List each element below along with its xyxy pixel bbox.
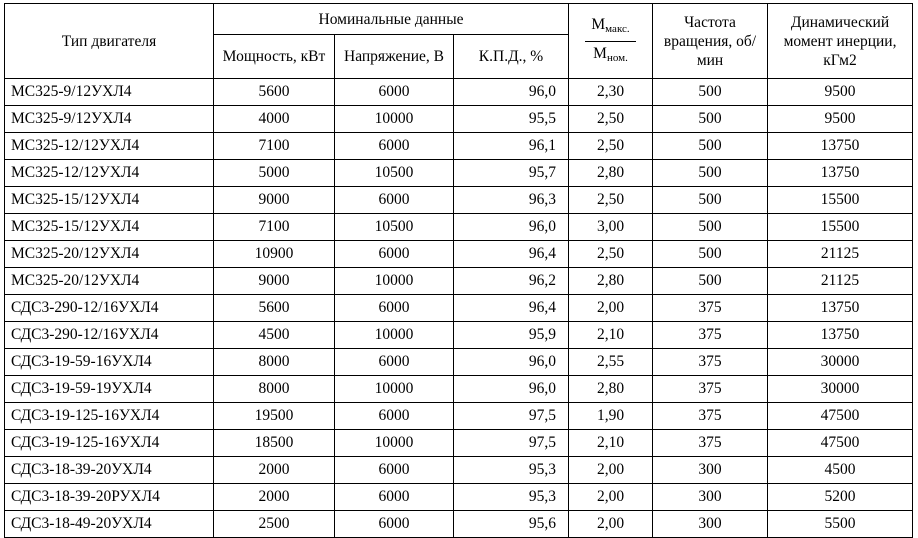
efficiency-cell: 95,5 xyxy=(454,106,569,133)
efficiency-cell: 97,5 xyxy=(454,403,569,430)
table-row xyxy=(5,376,913,403)
ratio-cell: 2,00 xyxy=(569,511,653,538)
speed-cell: 500 xyxy=(653,160,768,187)
speed-cell: 500 xyxy=(653,268,768,295)
voltage-cell: 6000 xyxy=(335,457,454,484)
speed-cell: 375 xyxy=(653,295,768,322)
efficiency-cell: 95,3 xyxy=(454,484,569,511)
header-speed: Частота вращения, об/мин xyxy=(653,4,768,79)
voltage-cell: 10000 xyxy=(335,268,454,295)
efficiency-cell: 96,2 xyxy=(454,268,569,295)
inertia-cell: 5500 xyxy=(768,511,913,538)
table-row xyxy=(5,268,913,295)
inertia-cell: 4500 xyxy=(768,457,913,484)
ratio-cell: 2,50 xyxy=(569,187,653,214)
power-cell: 9000 xyxy=(214,268,335,295)
motor-type-cell: СДС3-290-12/16УХЛ4 xyxy=(5,322,214,349)
motor-type-cell: МС325-9/12УХЛ4 xyxy=(5,106,214,133)
inertia-cell: 21125 xyxy=(768,241,913,268)
table-row xyxy=(5,484,913,511)
speed-cell: 500 xyxy=(653,106,768,133)
voltage-cell: 10000 xyxy=(335,376,454,403)
motor-type-cell: СДС3-19-59-16УХЛ4 xyxy=(5,349,214,376)
inertia-cell: 13750 xyxy=(768,295,913,322)
inertia-cell: 13750 xyxy=(768,133,913,160)
power-cell: 2000 xyxy=(214,484,335,511)
efficiency-cell: 95,7 xyxy=(454,160,569,187)
ratio-cell: 2,50 xyxy=(569,241,653,268)
voltage-cell: 6000 xyxy=(335,295,454,322)
voltage-cell: 10000 xyxy=(335,106,454,133)
efficiency-cell: 96,3 xyxy=(454,187,569,214)
inertia-cell: 9500 xyxy=(768,106,913,133)
efficiency-cell: 96,0 xyxy=(454,214,569,241)
power-cell: 8000 xyxy=(214,349,335,376)
motor-type-cell: МС325-9/12УХЛ4 xyxy=(5,79,214,106)
speed-cell: 375 xyxy=(653,430,768,457)
ratio-cell: 2,80 xyxy=(569,376,653,403)
efficiency-cell: 96,0 xyxy=(454,376,569,403)
power-cell: 4000 xyxy=(214,106,335,133)
ratio-cell: 2,00 xyxy=(569,457,653,484)
voltage-cell: 10500 xyxy=(335,160,454,187)
inertia-cell: 30000 xyxy=(768,376,913,403)
inertia-cell: 30000 xyxy=(768,349,913,376)
inertia-cell: 13750 xyxy=(768,322,913,349)
inertia-cell: 15500 xyxy=(768,214,913,241)
power-cell: 19500 xyxy=(214,403,335,430)
voltage-cell: 6000 xyxy=(335,241,454,268)
speed-cell: 300 xyxy=(653,511,768,538)
motor-type-cell: МС325-20/12УХЛ4 xyxy=(5,268,214,295)
table-row xyxy=(5,241,913,268)
speed-cell: 300 xyxy=(653,457,768,484)
table-row xyxy=(5,457,913,484)
inertia-cell: 13750 xyxy=(768,160,913,187)
table-row xyxy=(5,349,913,376)
inertia-cell: 47500 xyxy=(768,403,913,430)
ratio-fraction: $\frac{М_{макс.}}{М_{ном.}}$ xyxy=(585,15,635,68)
inertia-cell: 47500 xyxy=(768,430,913,457)
efficiency-cell: 96,0 xyxy=(454,349,569,376)
motor-type-cell: МС325-12/12УХЛ4 xyxy=(5,133,214,160)
motor-type-cell: СДС3-290-12/16УХЛ4 xyxy=(5,295,214,322)
speed-cell: 375 xyxy=(653,403,768,430)
voltage-cell: 6000 xyxy=(335,403,454,430)
ratio-cell: 2,10 xyxy=(569,430,653,457)
motor-type-cell: СДС3-18-39-20УХЛ4 xyxy=(5,457,214,484)
table-header xyxy=(5,4,913,79)
ratio-cell: 2,55 xyxy=(569,349,653,376)
motor-type-cell: МС325-20/12УХЛ4 xyxy=(5,241,214,268)
voltage-cell: 6000 xyxy=(335,484,454,511)
motor-type-cell: МС325-15/12УХЛ4 xyxy=(5,187,214,214)
power-cell: 2500 xyxy=(214,511,335,538)
efficiency-cell: 96,1 xyxy=(454,133,569,160)
voltage-cell: 6000 xyxy=(335,187,454,214)
voltage-cell: 6000 xyxy=(335,133,454,160)
power-cell: 7100 xyxy=(214,214,335,241)
header-inertia: Динамический момент инерции, кГм2 xyxy=(768,4,913,79)
table-row xyxy=(5,187,913,214)
power-cell: 5600 xyxy=(214,295,335,322)
voltage-cell: 10500 xyxy=(335,214,454,241)
table-body xyxy=(5,79,913,538)
ratio-cell: 2,00 xyxy=(569,295,653,322)
speed-cell: 375 xyxy=(653,376,768,403)
voltage-cell: 10000 xyxy=(335,430,454,457)
inertia-cell: 5200 xyxy=(768,484,913,511)
power-cell: 9000 xyxy=(214,187,335,214)
voltage-cell: 6000 xyxy=(335,79,454,106)
efficiency-cell: 95,9 xyxy=(454,322,569,349)
header-type: Тип двигателя xyxy=(5,4,214,79)
motor-type-cell: СДС3-19-59-19УХЛ4 xyxy=(5,376,214,403)
inertia-cell: 15500 xyxy=(768,187,913,214)
table-row xyxy=(5,133,913,160)
power-cell: 5600 xyxy=(214,79,335,106)
power-cell: 2000 xyxy=(214,457,335,484)
efficiency-cell: 96,0 xyxy=(454,79,569,106)
power-cell: 4500 xyxy=(214,322,335,349)
ratio-cell: 2,00 xyxy=(569,484,653,511)
speed-cell: 300 xyxy=(653,484,768,511)
efficiency-cell: 97,5 xyxy=(454,430,569,457)
table-row xyxy=(5,214,913,241)
header-power: Мощность, кВт xyxy=(214,35,335,79)
efficiency-cell: 95,3 xyxy=(454,457,569,484)
motor-type-cell: МС325-15/12УХЛ4 xyxy=(5,214,214,241)
table-row xyxy=(5,322,913,349)
motor-type-cell: СДС3-18-49-20УХЛ4 xyxy=(5,511,214,538)
efficiency-cell: 96,4 xyxy=(454,241,569,268)
table-row xyxy=(5,295,913,322)
power-cell: 18500 xyxy=(214,430,335,457)
voltage-cell: 10000 xyxy=(335,322,454,349)
power-cell: 5000 xyxy=(214,160,335,187)
table-row xyxy=(5,430,913,457)
ratio-cell: 3,00 xyxy=(569,214,653,241)
header-ratio xyxy=(569,4,653,79)
table-row xyxy=(5,160,913,187)
ratio-cell: 2,80 xyxy=(569,268,653,295)
table-row xyxy=(5,106,913,133)
speed-cell: 500 xyxy=(653,187,768,214)
motor-type-cell: МС325-12/12УХЛ4 xyxy=(5,160,214,187)
header-nominal: Номинальные данные xyxy=(214,4,569,35)
inertia-cell: 9500 xyxy=(768,79,913,106)
speed-cell: 375 xyxy=(653,322,768,349)
motor-type-cell: СДС3-19-125-16УХЛ4 xyxy=(5,403,214,430)
ratio-cell: 2,50 xyxy=(569,106,653,133)
motor-specs-table xyxy=(4,3,913,538)
speed-cell: 500 xyxy=(653,133,768,160)
header-voltage: Напряжение, В xyxy=(335,35,454,79)
speed-cell: 375 xyxy=(653,349,768,376)
table-row xyxy=(5,511,913,538)
power-cell: 7100 xyxy=(214,133,335,160)
inertia-cell: 21125 xyxy=(768,268,913,295)
ratio-cell: 2,80 xyxy=(569,160,653,187)
header-efficiency: К.П.Д., % xyxy=(454,35,569,79)
motor-type-cell: СДС3-19-125-16УХЛ4 xyxy=(5,430,214,457)
speed-cell: 500 xyxy=(653,241,768,268)
table-row xyxy=(5,403,913,430)
speed-cell: 500 xyxy=(653,79,768,106)
speed-cell: 500 xyxy=(653,214,768,241)
ratio-cell: 1,90 xyxy=(569,403,653,430)
ratio-cell: 2,50 xyxy=(569,133,653,160)
efficiency-cell: 96,4 xyxy=(454,295,569,322)
power-cell: 10900 xyxy=(214,241,335,268)
motor-type-cell: СДС3-18-39-20РУХЛ4 xyxy=(5,484,214,511)
voltage-cell: 6000 xyxy=(335,349,454,376)
ratio-cell: 2,10 xyxy=(569,322,653,349)
efficiency-cell: 95,6 xyxy=(454,511,569,538)
voltage-cell: 6000 xyxy=(335,511,454,538)
power-cell: 8000 xyxy=(214,376,335,403)
table-row xyxy=(5,79,913,106)
ratio-cell: 2,30 xyxy=(569,79,653,106)
